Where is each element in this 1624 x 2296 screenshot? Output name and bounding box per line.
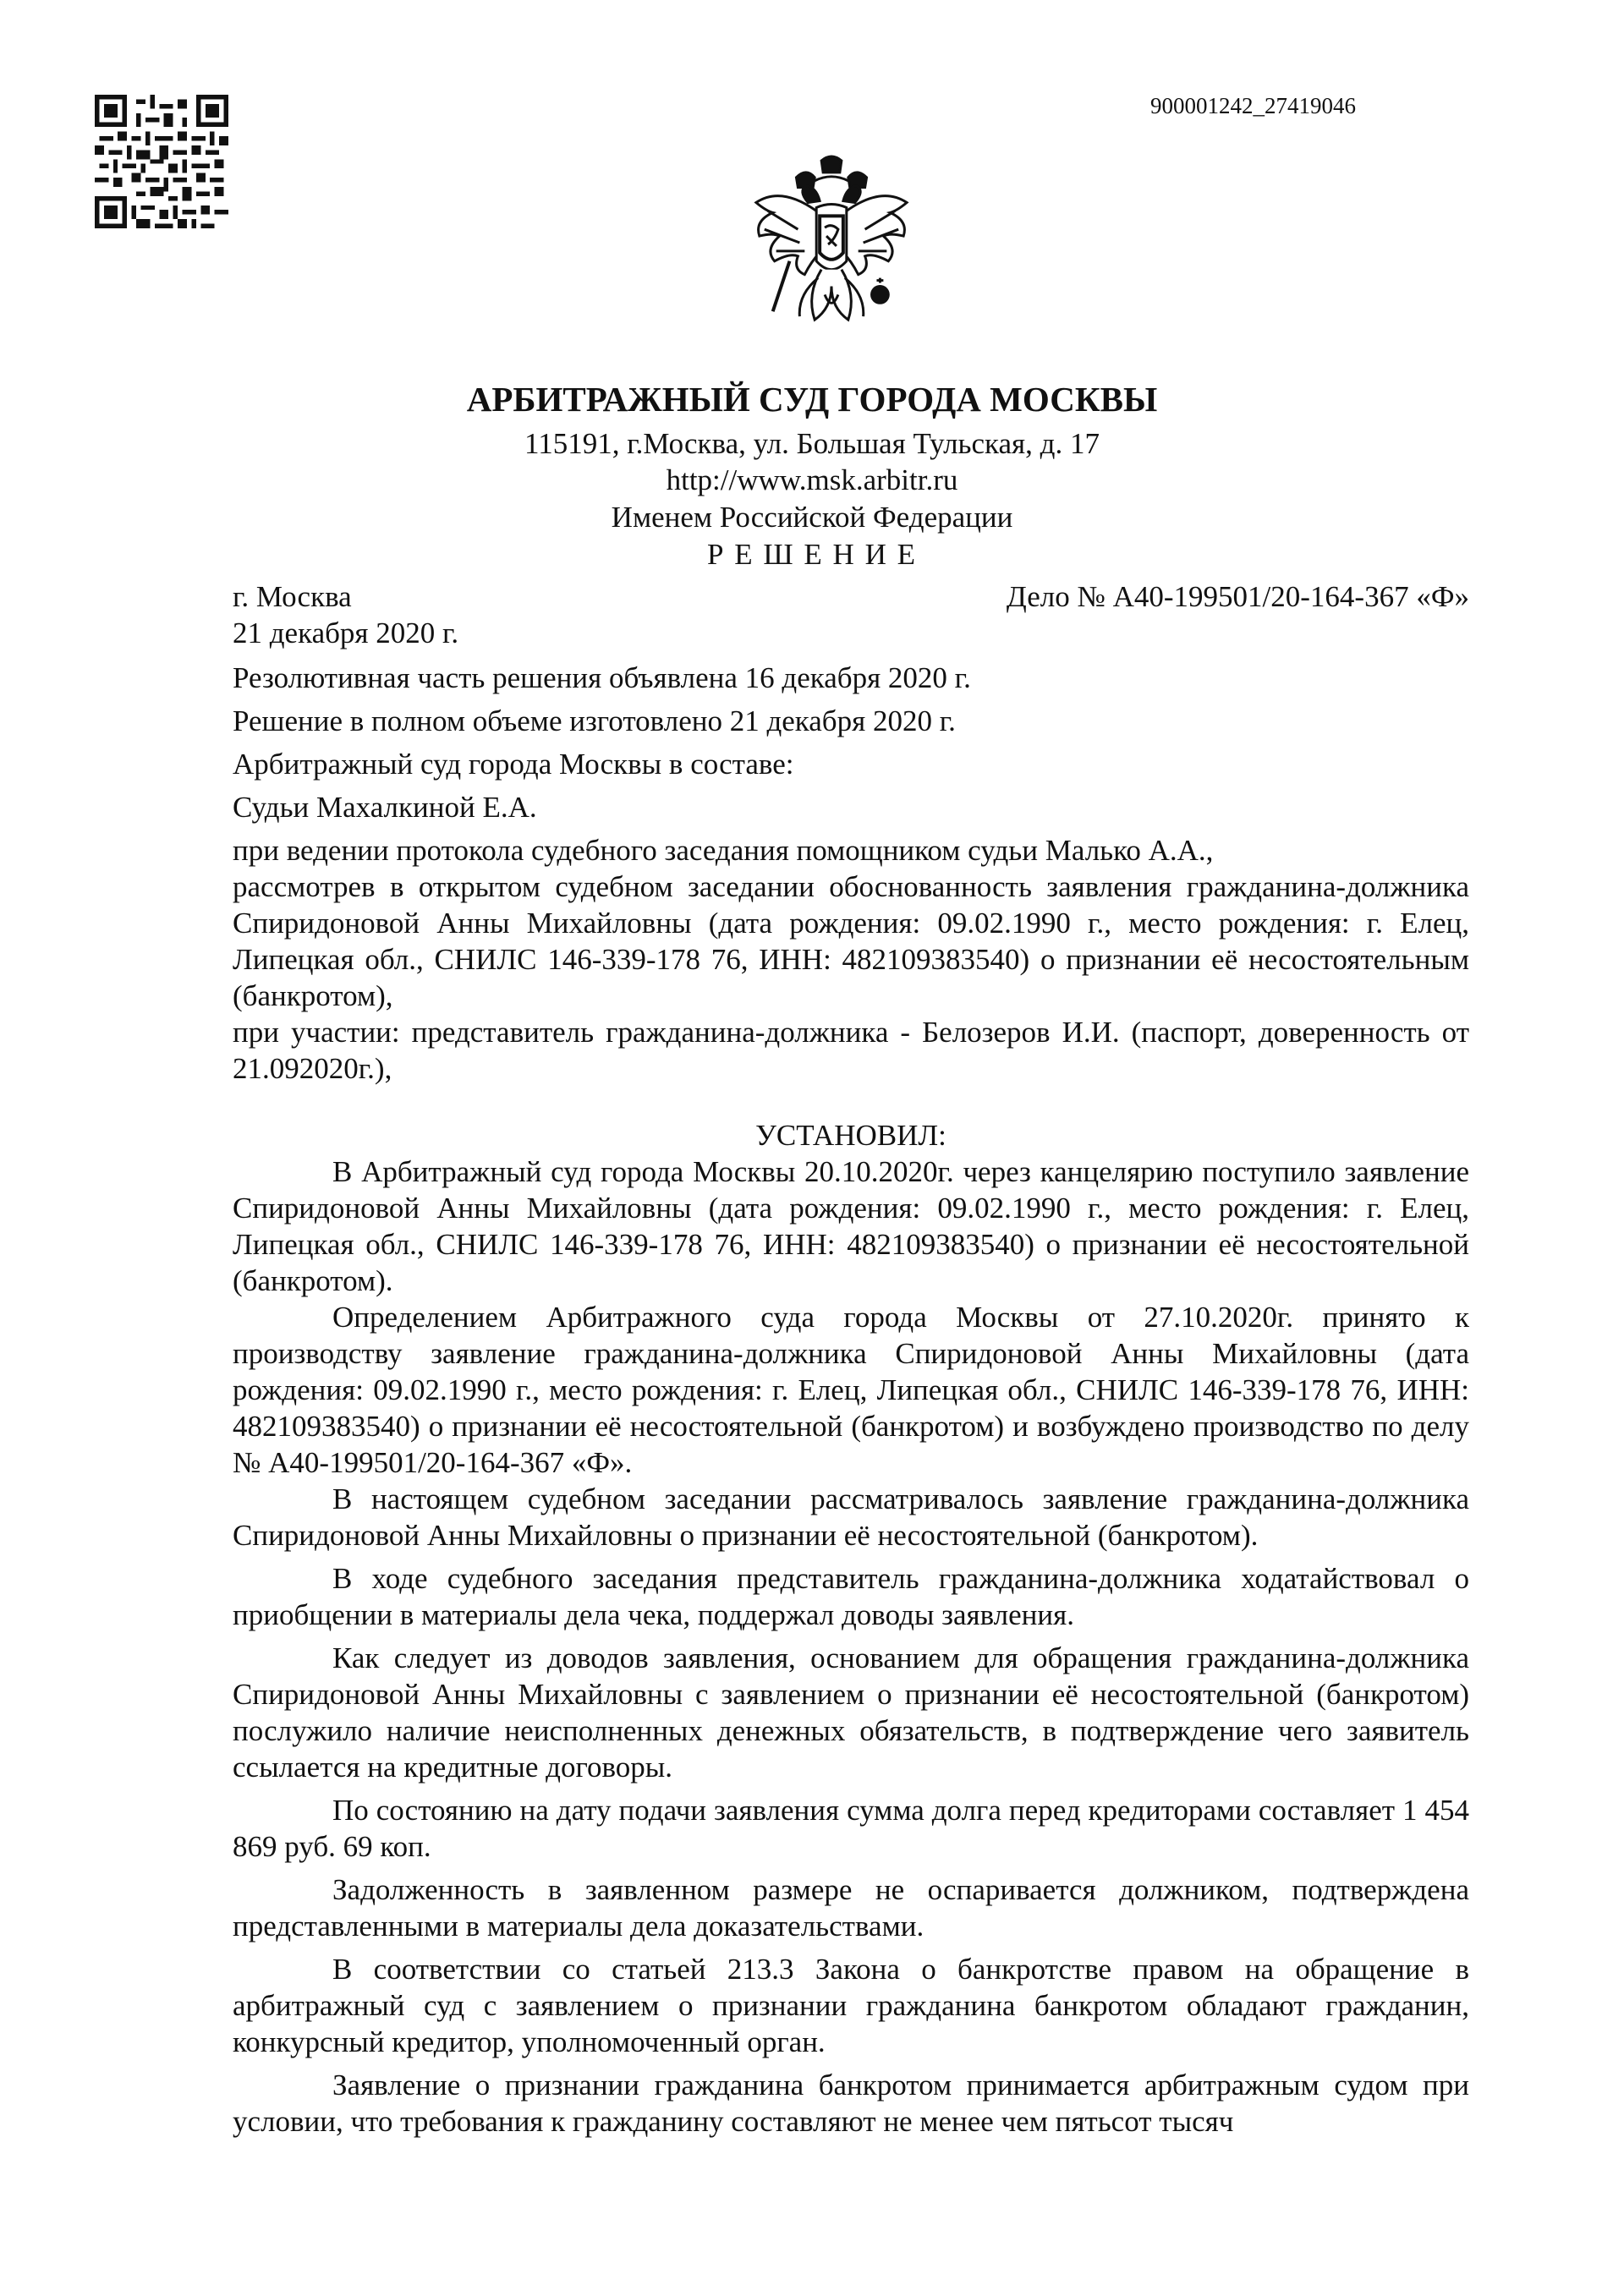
considering-paragraph: рассмотрев в открытом судебном заседании обоснованность заявления гражданина-должника Спиридоновой Анны Михайловны (дата рождения: 09.02.1990 г., место рождения: г. Елец, Липецкая обл., СНИЛС 146-339-178 76, ИНН: 482109383540) о признании её несостоятельным (банкротом), [233, 870, 1469, 1012]
in-name-line: Именем Российской Федерации [611, 501, 1013, 534]
city-case-row [233, 578, 1469, 615]
paragraph: В соответствии со статьей 213.3 Закона о банкротстве правом на обращение в арбитражный суд с заявлением о признании гражданина банкротом обладают гражданин, конкурсный кредитор, уполномоченный орган. [233, 1953, 1469, 2058]
paragraph: Определением Арбитражного суда города Москвы от 27.10.2020г. принято к производству заявление гражданина-должника Спиридоновой Анны Михайловны (дата рождения: 09.02.1990 г., место рождения: г. Елец, Липецкая обл., СНИЛС 146-339-178 76, ИНН: 482109383540) о признании её несостоятельной (банкротом) и возбуждено производство по делу № А40-199501/20-164-367 «Ф». [233, 1301, 1469, 1479]
participation-paragraph: при участии: представитель гражданина-должника - Белозеров И.И. (паспорт, доверенность от 21.092020г.), [233, 1016, 1469, 1085]
paragraph: В ходе судебного заседания представитель гражданина-должника ходатайствовал о приобщении в материалы дела чека, поддержал доводы заявления. [233, 1562, 1469, 1631]
decision-date: 21 декабря 2020 г. [233, 616, 459, 649]
established-heading: УСТАНОВИЛ: [755, 1119, 946, 1152]
qr-code-icon [95, 95, 228, 228]
produced-line: Решение в полном объеме изготовлено 21 декабря 2020 г. [233, 704, 956, 737]
russian-coat-of-arms-icon [748, 152, 915, 337]
judge-line: Судьи Махалкиной Е.А. [233, 791, 537, 824]
paragraph: По состоянию на дату подачи заявления сумма долга перед кредиторами составляет 1 454 869 руб. 69 коп. [233, 1794, 1469, 1863]
paragraph: Заявление о признании гражданина банкротом принимается арбитражным судом при условии, что требования к гражданину составляют не менее чем пятьсот тысяч [233, 2069, 1469, 2138]
protocol-line: при ведении протокола судебного заседания помощником судьи Малько А.А., [233, 834, 1214, 867]
court-address: 115191, г.Москва, ул. Большая Тульская, д. 17 [524, 427, 1100, 460]
paragraph: В настоящем судебном заседании рассматривалось заявление гражданина-должника Спиридоновой Анны Михайловны о признании её несостоятельной (банкротом). [233, 1482, 1469, 1552]
paragraph: В Арбитражный суд города Москвы 20.10.2020г. через канцелярию поступило заявление Спиридоновой Анны Михайловны (дата рождения: 09.02.1990 г., место рождения: г. Елец, Липецкая обл., СНИЛС 146-339-178 76, ИНН: 482109383540) о признании её несостоятельной (банкротом). [233, 1155, 1469, 1297]
city: г. Москва [233, 580, 352, 613]
court-name: АРБИТРАЖНЫЙ СУД ГОРОДА МОСКВЫ [466, 380, 1158, 419]
paragraph: Задолженность в заявленном размере не оспаривается должником, подтверждена представленными в материалы дела доказательствами. [233, 1873, 1469, 1943]
document-id: 900001242_27419046 [1150, 93, 1356, 118]
court-website: http://www.msk.arbitr.ru [666, 463, 958, 496]
composition-line: Арбитражный суд города Москвы в составе: [233, 748, 794, 781]
announced-line: Резолютивная часть решения объявлена 16 декабря 2020 г. [233, 661, 971, 694]
document-body [233, 578, 1469, 2146]
document-type: Р Е Ш Е Н И Е [707, 538, 917, 571]
case-number: Дело № А40-199501/20-164-367 «Ф» [1006, 580, 1469, 613]
paragraph: Как следует из доводов заявления, основанием для обращения гражданина-должника Спиридоновой Анны Михайловны с заявлением о признании её несостоятельной (банкротом) послужило наличие неисполненных денежных обязательств, в подтверждение чего заявитель ссылается на кредитные договоры. [233, 1641, 1469, 1784]
